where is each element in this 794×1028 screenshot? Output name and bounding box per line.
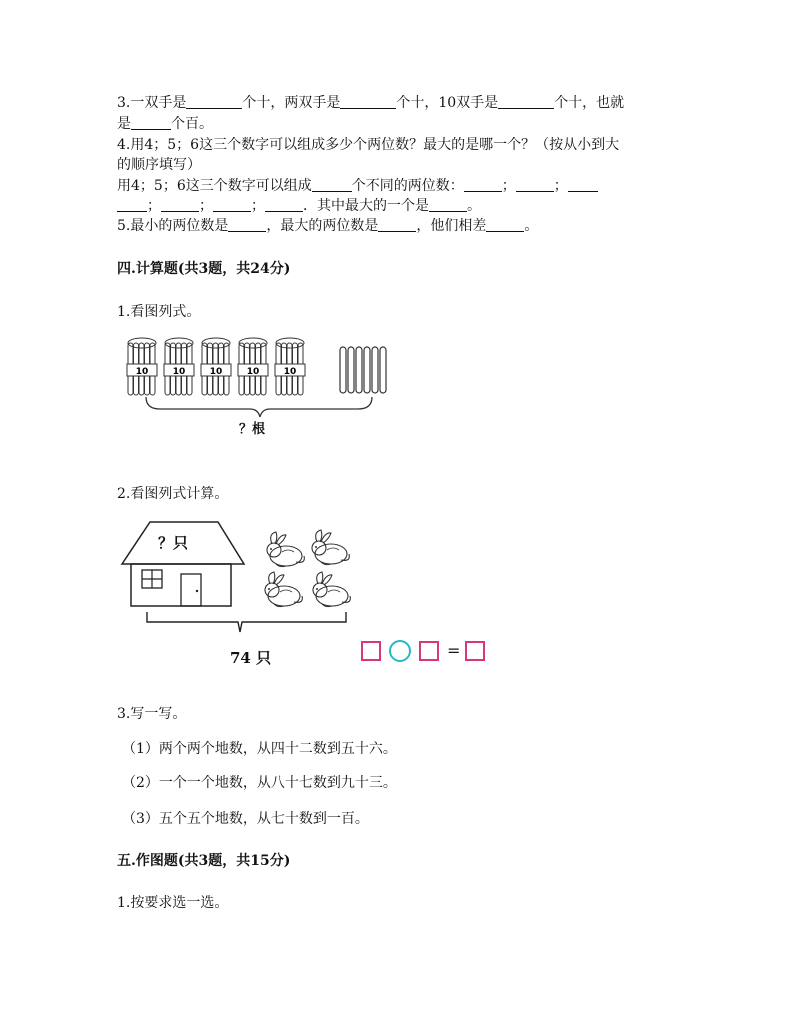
q3-text-e: 是 xyxy=(117,116,131,132)
rabbit-icon xyxy=(267,532,304,567)
answer-blank[interactable] xyxy=(464,177,502,192)
q4-text-b: 个不同的两位数： xyxy=(351,178,464,194)
answer-blank[interactable] xyxy=(498,94,554,109)
stick-bundle xyxy=(201,338,231,395)
rabbit-icon xyxy=(313,572,350,607)
stick-bundle xyxy=(238,338,268,395)
total-brace xyxy=(147,612,346,632)
answer-blank[interactable] xyxy=(312,177,352,192)
s5-q1-text: 1.按要求选一选。 xyxy=(117,895,229,911)
bundle-label: 10 xyxy=(246,367,260,377)
house-rabbits-figure xyxy=(118,518,368,638)
answer-blank[interactable] xyxy=(429,197,467,212)
operator-circle[interactable] xyxy=(389,640,411,662)
stick-bundles xyxy=(127,338,305,395)
stick-bundle xyxy=(275,338,305,395)
q4-text-c: ．其中最大的一个是 xyxy=(303,198,429,214)
rabbits xyxy=(265,530,350,607)
s4-q3-sub2: （2）一个一个地数，从八十七数到九十三。 xyxy=(122,775,397,791)
s4-q3-sub1: （1）两个两个地数，从四十二数到五十六。 xyxy=(122,741,397,757)
bundle-label: 10 xyxy=(209,367,223,377)
q3-text-d: 个十，也就 xyxy=(554,95,625,111)
answer-blank[interactable] xyxy=(568,177,598,192)
answer-square[interactable] xyxy=(361,641,381,661)
q3-line1 xyxy=(117,94,624,112)
q3-text-c: 个十，10双手是 xyxy=(396,95,499,111)
rabbit-icon xyxy=(312,530,349,565)
rabbit-icon xyxy=(265,572,302,607)
q5-text-b: ，最大的两位数是 xyxy=(266,218,379,234)
answer-blank[interactable] xyxy=(265,197,303,212)
q5-line: 5.最小的两位数是 ，最大的两位数是 ，他们相差 。 xyxy=(117,218,539,234)
total-label: 74 只 xyxy=(230,649,272,667)
answer-blank[interactable] xyxy=(378,217,416,232)
answer-blank[interactable] xyxy=(186,94,242,109)
answer-blank[interactable] xyxy=(228,217,266,232)
answer-square[interactable] xyxy=(465,641,485,661)
q3-text-f: 个百。 xyxy=(171,116,213,132)
q4-line3: 用4；5；6这三个数字可以组成 个不同的两位数： ； ； xyxy=(117,177,598,195)
s4-q3-sub3: （3）五个五个地数，从七十数到一百。 xyxy=(122,811,369,827)
q3-line2 xyxy=(117,115,213,133)
q5-text-c: ，他们相差 xyxy=(416,218,487,234)
answer-square[interactable] xyxy=(419,641,439,661)
s4-q2-text: 2.看图列式计算。 xyxy=(117,486,229,502)
answer-blank[interactable] xyxy=(161,197,199,212)
q4-line2: 的顺序填写） xyxy=(117,157,201,173)
bundle-label: 10 xyxy=(172,367,186,377)
answer-blank[interactable] xyxy=(131,115,171,130)
q4-text-a: 用4；5；6这三个数字可以组成 xyxy=(117,178,312,194)
q4-line1: 4.用4；5；6这三个数字可以组成多少个两位数？最大的是哪一个？（按从小到大 xyxy=(117,137,620,153)
answer-blank[interactable] xyxy=(340,94,396,109)
bundle-label: 10 xyxy=(135,367,149,377)
loose-sticks xyxy=(340,347,386,393)
section5-title: 五.作图题(共3题，共15分) xyxy=(117,853,291,869)
s4-q3-text: 3.写一写。 xyxy=(117,706,187,722)
bundle-label: 10 xyxy=(283,367,297,377)
answer-blank[interactable] xyxy=(213,197,251,212)
q5-text-a: 5.最小的两位数是 xyxy=(117,218,229,234)
brace xyxy=(146,397,372,417)
answer-blank[interactable] xyxy=(117,197,147,212)
q4-line4: ； ； ； ．其中最大的一个是 。 xyxy=(117,197,481,215)
s4-q1-text: 1.看图列式。 xyxy=(117,304,201,320)
section4-title: 四.计算题(共3题，共24分) xyxy=(117,261,291,277)
answer-blank[interactable] xyxy=(486,217,524,232)
stick-bundle xyxy=(164,338,194,395)
equals-sign: = xyxy=(447,641,461,660)
q3-text-a: 3.一双手是 xyxy=(117,95,187,111)
brace-label: ？根 xyxy=(239,422,266,437)
house-label: ？只 xyxy=(158,534,189,552)
q3-text-b: 个十，两双手是 xyxy=(242,95,341,111)
answer-blank[interactable] xyxy=(516,177,554,192)
stick-bundle xyxy=(127,338,157,395)
